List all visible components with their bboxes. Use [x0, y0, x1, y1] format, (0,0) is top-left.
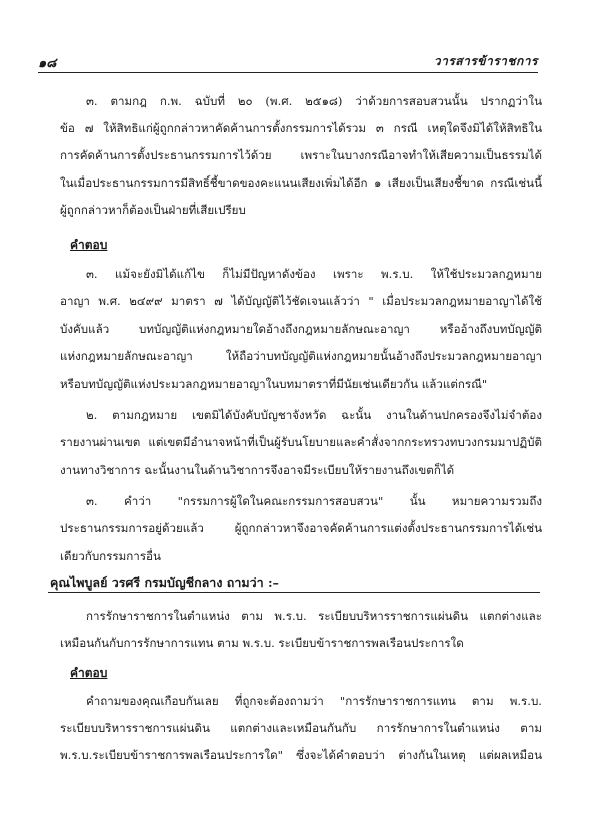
paragraph-line: เหมือนกันกับการรักษาการแทน ตาม พ.ร.บ. ระเบียบข้าราชการพลเรือนประการใด	[60, 636, 464, 650]
paragraph-line: ประธานกรรมการอยู่ด้วยแล้ว ผู้ถูกกล่าวหาจึงอาจคัดค้านการแต่งตั้งประธานกรรมการได้เช่น	[60, 521, 542, 535]
running-title: วารสารข้าราชการ	[433, 54, 538, 68]
header-rule	[38, 72, 538, 73]
paragraph-line: คำถามของคุณเกือบกันเลย ที่ถูกจะต้องถามว่า "การรักษาราชการแทน ตาม พ.ร.บ.	[86, 694, 542, 708]
paragraph-line: ข้อ ๗ ให้สิทธิแก่ผู้ถูกกล่าวหาคัดค้านการตั้งกรรมการได้รวม ๓ กรณี เหตุใดจึงมิได้ให้สิทธิใน	[60, 121, 542, 135]
paragraph-line: เดียวกับกรรมการอื่น	[60, 549, 161, 563]
paragraph-line: ในเมื่อประธานกรรมการมีสิทธิ์ชี้ขาดของคะแนนเสียงเพิ่มได้อีก ๑ เสียงเป็นเสียงชี้ขาด กรณีเช่นนี้	[60, 176, 542, 190]
paragraph-line: รายงานผ่านเขต แต่เขตมีอำนาจหน้าที่เป็นผู้รับนโยบายและคำสั่งจากกระทรวงทบวงกรมมาปฏิบัติ	[60, 435, 542, 449]
question-header: คุณไพบูลย์ วรศรี กรมบัญชีกลาง ถามว่า :–	[50, 575, 279, 590]
paragraph-line: พ.ร.บ.ระเบียบข้าราชการพลเรือนประการใด" ซึ่งจะได้คำตอบว่า ต่างกันในเหตุ แต่ผลเหมือน	[60, 748, 542, 762]
answer-heading: คำตอบ	[70, 666, 108, 680]
question-rule	[48, 592, 540, 593]
paragraph-line: หรือบทบัญญัติแห่งประมวลกฎหมายอาญาในบทมาตราที่มีนัยเช่นเดียวกัน แล้วแต่กรณี"	[60, 377, 488, 391]
paragraph-line: อาญา พ.ศ. ๒๔๙๙ มาตรา ๗ ได้บัญญัติไว้ชัดเจนแล้วว่า " เมื่อประมวลกฎหมายอาญาได้ใช้	[60, 294, 542, 308]
paragraph-line: บังคับแล้ว บทบัญญัติแห่งกฎหมายใดอ้างถึงกฎหมายลักษณะอาญา หรืออ้างถึงบทบัญญัติ	[60, 322, 542, 336]
paragraph-line: ระเบียบบริหารราชการแผ่นดิน แตกต่างและเหมือนกันกับ การรักษาการในตำแหน่ง ตาม	[60, 721, 542, 735]
paragraph-line: การรักษาราชการในตำแหน่ง ตาม พ.ร.บ. ระเบียบบริหารราชการแผ่นดิน แตกต่างและ	[86, 609, 542, 623]
paragraph-line: ๓. ตามกฎ ก.พ. ฉบับที่ ๒๐ (พ.ศ. ๒๕๑๘) ว่าด้วยการสอบสวนนั้น ปรากฏว่าใน	[86, 94, 542, 108]
paragraph-line: ๓. คำว่า "กรรมการผู้ใดในคณะกรรมการสอบสวน" นั้น หมายความรวมถึง	[86, 494, 542, 508]
paragraph-line: ๒. ตามกฎหมาย เขตมิได้บังคับบัญชาจังหวัด ฉะนั้น งานในด้านปกครองจึงไม่จำต้อง	[86, 408, 542, 422]
page-header	[38, 52, 538, 70]
paragraph-line: แห่งกฎหมายลักษณะอาญา ให้ถือว่าบทบัญญัติแห่งกฎหมายนั้นอ้างถึงประมวลกฎหมายอาญา	[60, 349, 542, 363]
page-number: ๑๘	[38, 56, 57, 71]
paragraph-line: ๓. แม้จะยังมิได้แก้ไข ก็ไม่มีปัญหาดังข้อง เพราะ พ.ร.บ. ให้ใช้ประมวลกฎหมาย	[86, 267, 542, 281]
paragraph-line: การคัดค้านการตั้งประธานกรรมการไว้ด้วย เพราะในบางกรณีอาจทำให้เสียความเป็นธรรมได้	[60, 148, 542, 162]
paragraph-line: งานทางวิชาการ ฉะนั้นงานในด้านวิชาการจึงอาจมีระเบียบให้รายงานถึงเขตก็ได้	[60, 463, 455, 477]
paragraph-line: ผู้ถูกกล่าวหาก็ต้องเป็นฝ่ายที่เสียเปรียบ	[60, 203, 246, 217]
answer-heading: คำตอบ	[70, 238, 108, 252]
